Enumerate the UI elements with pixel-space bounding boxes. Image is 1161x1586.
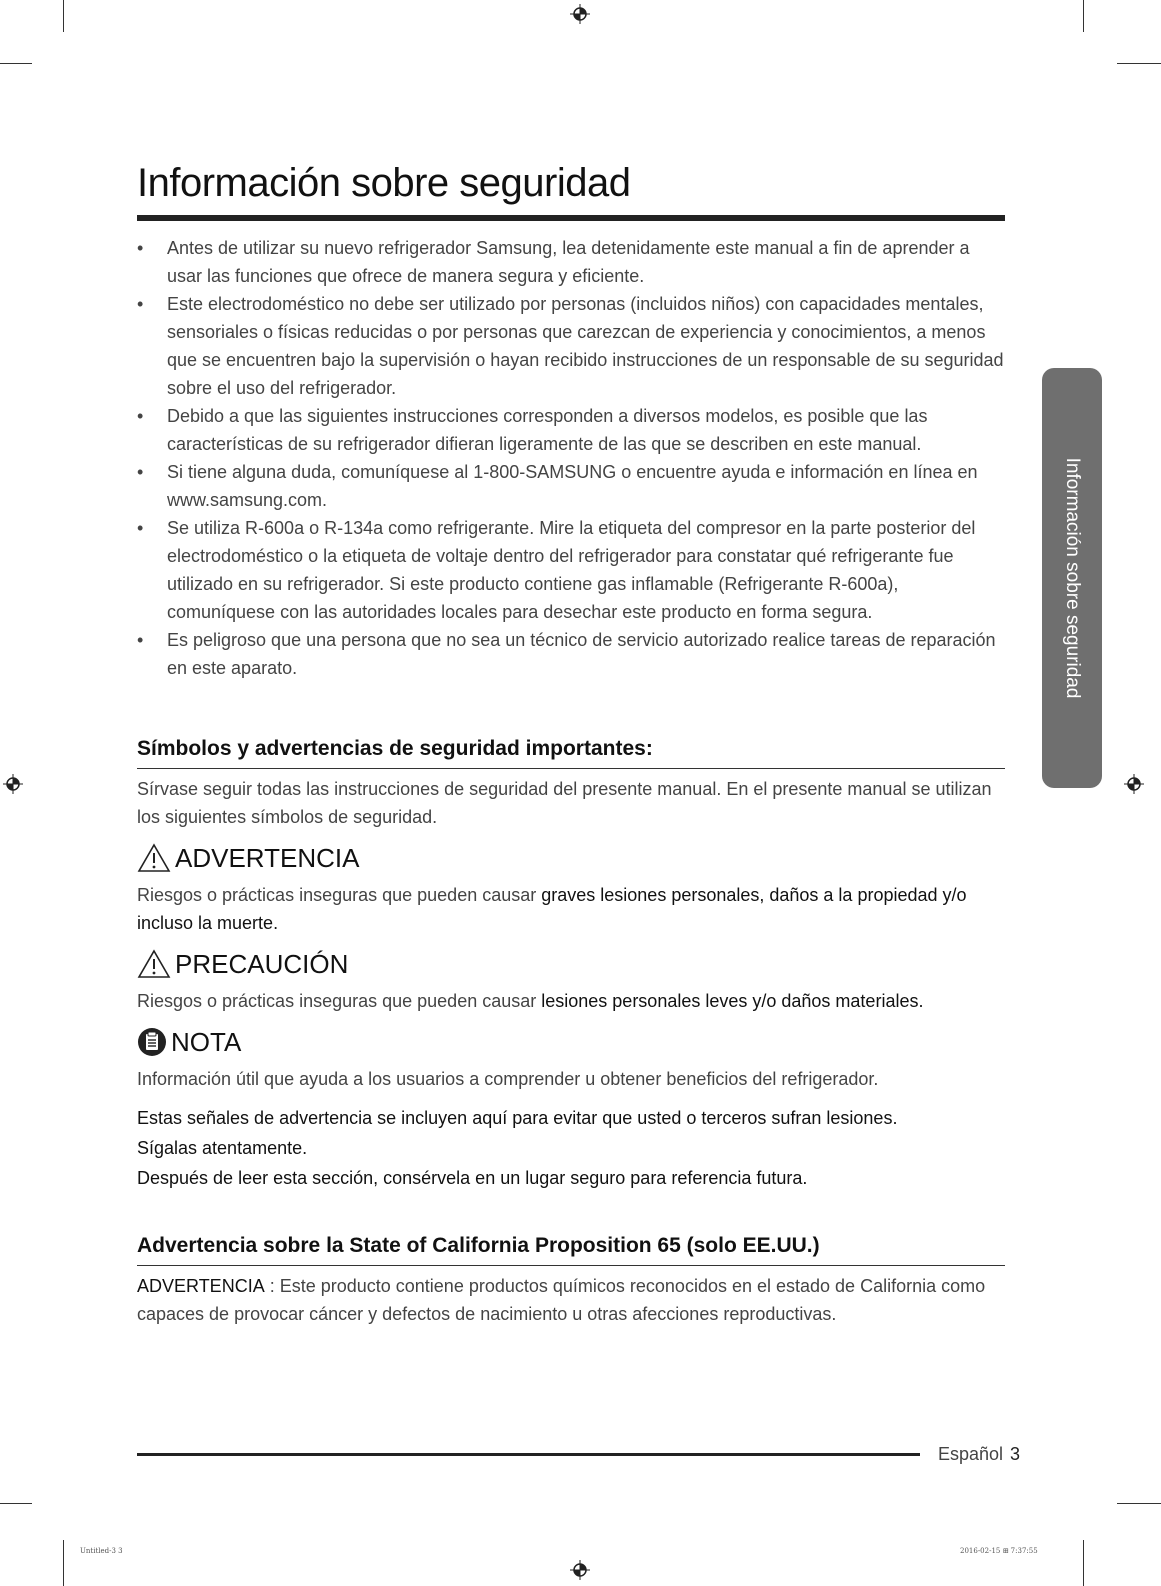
registration-mark-icon — [1124, 774, 1144, 794]
print-slug-right: 2016-02-15 ⊞ 7:37:55 — [960, 1547, 1038, 1555]
section-heading: Advertencia sobre la State of California Proposition 65 (solo EE.UU.) — [137, 1235, 1005, 1266]
list-item: • Debido a que las siguientes instrucciones corresponden a diversos modelos, es posible que las características de su refrigerador difieran ligeramente de las que se describen en este manual. — [137, 402, 1005, 458]
prop65-body: : Este producto contiene productos químicos reconocidos en el estado de California como capaces de provocar cáncer y defectos de nacimiento u otras afecciones reproductivas. — [137, 1276, 986, 1324]
print-slug-left: Untitled-3 3 — [80, 1547, 123, 1555]
crop-mark — [1117, 63, 1161, 64]
symbols-section — [137, 738, 1005, 1193]
list-item: • Si tiene alguna duda, comuníquese al 1-800-SAMSUNG o encuentre ayuda e información en línea en www.samsung.com. — [137, 458, 1005, 514]
crop-mark — [1083, 0, 1084, 32]
list-item: • Antes de utilizar su nuevo refrigerador Samsung, lea detenidamente este manual a fin de aprender a usar las funciones que ofrece de manera segura y eficiente. — [137, 234, 1005, 290]
closing-line: Estas señales de advertencia se incluyen aquí para evitar que usted o terceros sufran lesiones. — [137, 1108, 898, 1128]
page-number: 3 — [1010, 1444, 1021, 1464]
crop-mark — [0, 1503, 32, 1504]
warning-triangle-icon — [137, 843, 171, 873]
note-heading — [137, 1027, 1005, 1057]
prop65-text — [137, 1272, 1005, 1328]
note-description: Información útil que ayuda a los usuarios a comprender u obtener beneficios del refrigerador. — [137, 1069, 879, 1089]
warning-description — [137, 881, 1005, 937]
warning-triangle-icon — [137, 949, 171, 979]
section-side-tab — [1042, 368, 1102, 788]
registration-mark-icon — [570, 1560, 590, 1580]
warning-emphasis: graves lesiones personales, daños a la propiedad y/o incluso la muerte. — [137, 885, 967, 933]
caution-label: PRECAUCIÓN — [175, 949, 349, 979]
caution-emphasis: lesiones personales leves y/o daños materiales. — [541, 991, 924, 1011]
registration-mark-icon — [570, 4, 590, 24]
title-rule — [137, 215, 1005, 221]
note-pad-icon — [137, 1027, 167, 1057]
crop-mark — [63, 0, 64, 32]
side-tab-label: Información sobre seguridad — [1062, 457, 1083, 699]
caution-description — [137, 987, 1005, 1015]
footer-rule — [137, 1453, 920, 1456]
prop65-label: ADVERTENCIA — [137, 1276, 265, 1296]
footer-language: Español — [938, 1444, 1004, 1464]
list-item: • Es peligroso que una persona que no sea un técnico de servicio autorizado realice tareas de reparación en este aparato. — [137, 626, 1005, 682]
caution-heading — [137, 949, 1005, 979]
crop-mark — [1117, 1503, 1161, 1504]
warning-heading — [137, 843, 1005, 873]
caution-text: Riesgos o prácticas inseguras que pueden causar — [137, 991, 542, 1011]
closing-line: Después de leer esta sección, consérvela en un lugar seguro para referencia futura. — [137, 1168, 808, 1188]
warning-text: Riesgos o prácticas inseguras que pueden causar — [137, 885, 542, 905]
crop-mark — [1083, 1540, 1084, 1586]
prop65-section — [137, 1235, 1005, 1328]
closing-line: Sígalas atentamente. — [137, 1138, 308, 1158]
page-title: Información sobre seguridad — [137, 161, 631, 205]
symbols-intro: Sírvase seguir todas las instrucciones de seguridad del presente manual. En el presente manual se utilizan los siguientes símbolos de seguridad. — [137, 779, 992, 827]
warning-label: ADVERTENCIA — [175, 843, 360, 873]
list-item: • Se utiliza R-600a o R-134a como refrigerante. Mire la etiqueta del compresor en la parte posterior del electrodoméstico o la etiqueta de voltaje dentro del refrigerador para constatar qué refrigerante fue utilizado en su refrigerador. Si este producto contiene gas inflamable (Refrigerante R-600a), comuníquese con las autoridades locales para desechar este producto en forma segura. — [137, 514, 1005, 626]
safety-bullet-list — [137, 234, 1005, 682]
registration-mark-icon — [3, 774, 23, 794]
note-label: NOTA — [171, 1027, 242, 1057]
section-heading: Símbolos y advertencias de seguridad importantes: — [137, 738, 1005, 769]
crop-mark — [0, 63, 32, 64]
crop-mark — [63, 1540, 64, 1586]
list-item: • Este electrodoméstico no debe ser utilizado por personas (incluidos niños) con capacidades mentales, sensoriales o físicas reducidas o por personas que carezcan de experiencia y conocimientos, a menos que se encuentren bajo la supervisión o hayan recibido instrucciones de un responsable de su seguridad sobre el uso del refrigerador. — [137, 290, 1005, 402]
